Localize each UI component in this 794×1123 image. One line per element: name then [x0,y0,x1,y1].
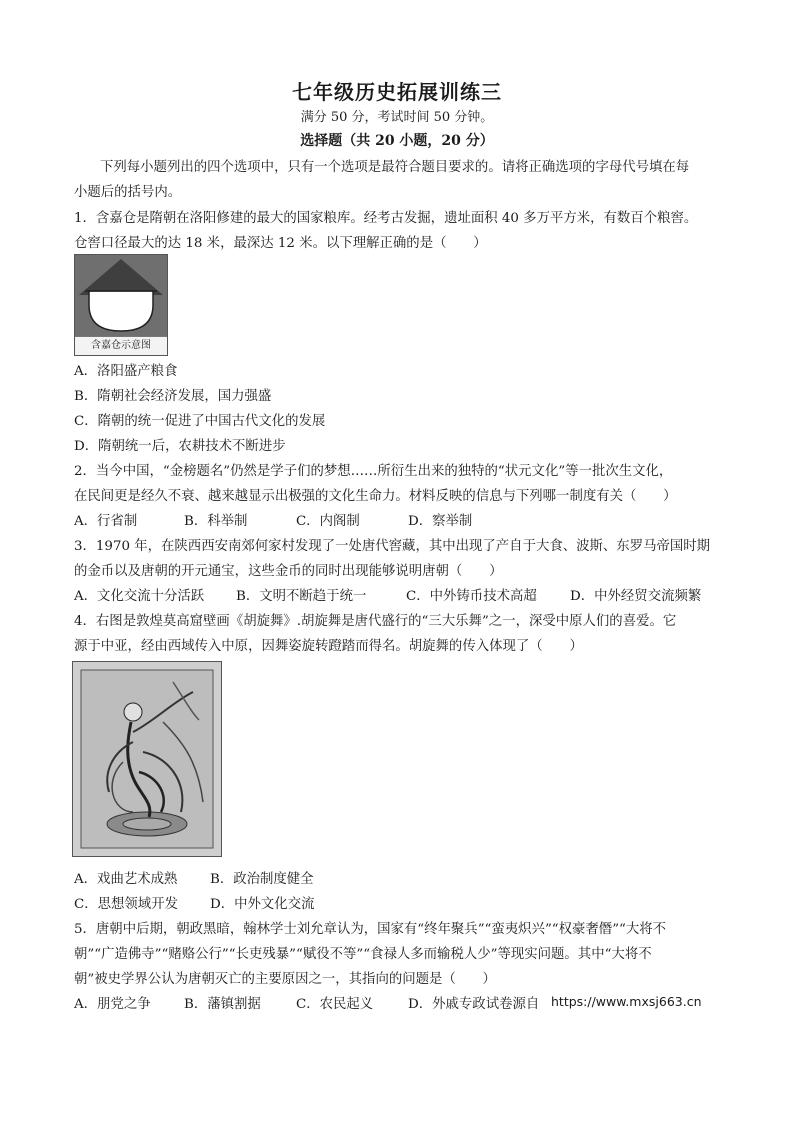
q1-option-c: C．隋朝的统一促进了中国古代文化的发展 [74,414,326,429]
granary-diagram [75,255,167,337]
q5-stem-line-3: 朝”被史学界公认为唐朝灭亡的主要原因之一，其指向的问题是（ ） [74,972,496,987]
q2-stem-line-2: 在民间更是经久不衰、越来越显示出极强的文化生命力。材料反映的信息与下列哪一制度有关（ ） [74,489,677,504]
instructions-line-2: 小题后的括号内。 [74,185,182,200]
q3-option-c: C．中外铸币技术高超 [406,589,537,604]
q4-option-a: A．戏曲艺术成熟 [74,872,178,887]
q2-option-b: B．科举制 [184,514,248,529]
q5-option-d: D．外戚专政试卷源自 [408,997,540,1012]
q4-stem-line-2: 源于中亚，经由西域传入中原，因舞姿旋转蹬踏而得名。胡旋舞的传入体现了（ ） [74,639,583,654]
q1-stem-line-2: 仓窖口径最大的达 18 米，最深达 12 米。以下理解正确的是（ ） [74,236,487,251]
q3-option-d: D．中外经贸交流频繁 [570,589,702,604]
hanjia-granary-figure [74,254,168,356]
q5-stem-line-2: 朝”“广造佛寺”“赌赂公行”“长吏残暴”“赋役不等”“食禄人多而输税人少”等现实问题。其中“大将不 [74,947,652,962]
q1-option-b: B．隋朝社会经济发展，国力强盛 [74,389,272,404]
instructions-line-1: 下列每小题列出的四个选项中，只有一个选项是最符合题目要求的。请将正确选项的字母代号填在每 [100,160,690,175]
q5-option-a: A．朋党之争 [74,997,151,1012]
figure-caption: 含嘉仓示意图 [75,336,167,355]
q2-option-a: A．行省制 [74,514,138,529]
q5-stem-line-1: 5．唐朝中后期，朝政黑暗，翰林学士刘允章认为，国家有“终年聚兵”“蛮夷炽兴”“权豪奢僭”“大将不 [74,922,667,937]
q1-option-a: A．洛阳盛产粮食 [74,364,178,379]
q1-option-d: D．隋朝统一后，农耕技术不断进步 [74,439,286,454]
q3-stem-line-1: 3．1970 年，在陕西西安南郊何家村发现了一处唐代窖藏，其中出现了产自于大食、波斯、东罗马帝国时期 [74,539,711,554]
q5-option-b: B．藩镇割据 [184,997,261,1012]
q4-option-c: C．思想领域开发 [74,897,178,912]
page-title: 七年级历史拓展训练三 [292,80,502,104]
q4-option-b: B．政治制度健全 [210,872,314,887]
q2-option-c: C．内阁制 [296,514,360,529]
q4-stem-line-1: 4．右图是敦煌莫高窟壁画《胡旋舞》.胡旋舞是唐代盛行的“三大乐舞”之一，深受中原人们的喜爱。它 [74,614,677,629]
q3-option-a: A．文化交流十分活跃 [74,589,205,604]
huxuan-dance-mural [72,661,222,857]
q5-option-c: C．农民起义 [296,997,374,1012]
q3-stem-line-2: 的金币以及唐朝的开元通宝，这些金币的同时出现能够说明唐朝（ ） [74,564,503,579]
q3-option-b: B．文明不断趋于统一 [236,589,367,604]
q1-stem-line-1: 1．含嘉仓是隋朝在洛阳修建的最大的国家粮库。经考古发掘，遗址面积 40 多万平方米，有数百个粮窖。 [74,211,698,226]
q2-stem-line-1: 2．当今中国，“金榜题名”仍然是学子们的梦想……所衍生出来的独特的“状元文化”等一批次生文化， [74,464,673,479]
section-heading: 选择题（共 20 小题，20 分） [300,133,494,149]
q4-option-d: D．中外文化交流 [210,897,315,912]
exam-info: 满分 50 分，考试时间 50 分钟。 [300,110,494,125]
dancer-illustration [73,662,221,856]
q2-option-d: D．察举制 [408,514,473,529]
source-link[interactable]: https://www.mxsj663.cn [551,994,702,1009]
